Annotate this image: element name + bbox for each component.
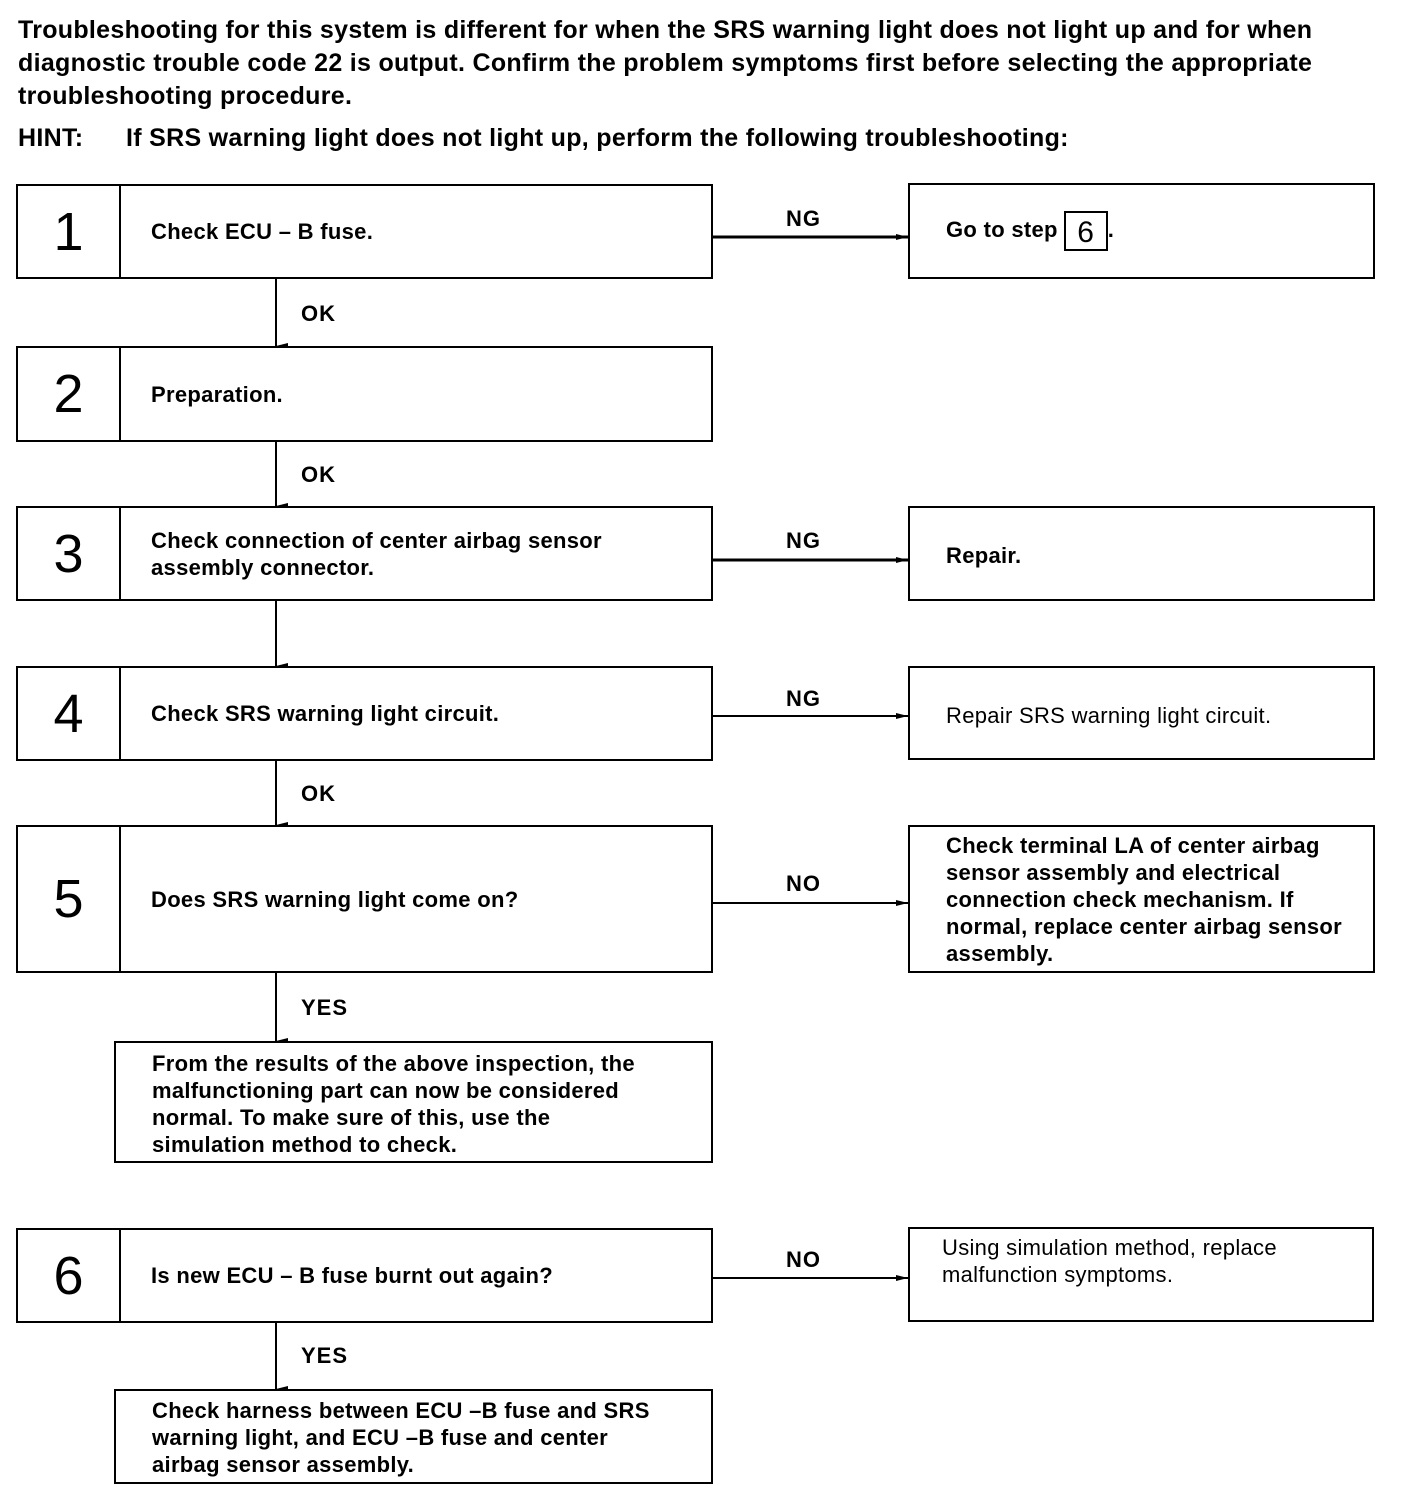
label-step6-yes: YES — [301, 1343, 349, 1368]
label-step1-ok: OK — [301, 301, 336, 326]
go-to-step-text: Go to step — [946, 216, 1058, 242]
step-1-number: 1 — [18, 186, 121, 277]
step-1-box — [16, 184, 713, 279]
step-3-box — [16, 506, 713, 601]
step-4-ng-box — [908, 666, 1375, 760]
label-step3-ng: NG — [786, 528, 821, 553]
label-step1-ng: NG — [786, 206, 821, 231]
step-1-text: Check ECU – B fuse. — [151, 219, 374, 244]
step-5-yes-result — [114, 1041, 713, 1163]
step-2-box — [16, 346, 713, 442]
label-step2-ok: OK — [301, 462, 336, 487]
step-4-ng-text: Repair SRS warning light circuit. — [946, 703, 1272, 728]
step-4-text: Check SRS warning light circuit. — [151, 701, 500, 726]
step-3-ng-box — [908, 506, 1375, 601]
hint-label: HINT: — [18, 124, 84, 152]
step-4-number: 4 — [18, 668, 121, 759]
step-5-no-box — [908, 825, 1375, 973]
label-step5-yes: YES — [301, 995, 349, 1020]
step-6-text: Is new ECU – B fuse burnt out again? — [151, 1263, 553, 1288]
label-step5-no: NO — [786, 871, 821, 896]
go-to-step-period: . — [1107, 216, 1115, 242]
step-6-box — [16, 1228, 713, 1323]
step-6-yes-result — [114, 1389, 713, 1484]
step-5-yes-result-text: From the results of the above inspection, the malfunctioning part can now be considered normal. To make sure of this, use the simulation method to check. — [152, 1051, 635, 1157]
step-6-number: 6 — [18, 1230, 121, 1321]
intro-paragraph: Troubleshooting for this system is different for when the SRS warning light does not light up and for when diagnostic trouble code 22 is output. Confirm the problem symptoms first before selecting the appropriate troubleshooting procedure. — [18, 16, 1313, 110]
step-2-number: 2 — [18, 348, 121, 440]
step-5-box — [16, 825, 713, 973]
step-6-no-text: Using simulation method, replace malfunction symptoms. — [942, 1235, 1277, 1287]
step-ref-badge[interactable]: 6 — [1064, 211, 1108, 251]
step-6-yes-result-text: Check harness between ECU –B fuse and SRS warning light, and ECU –B fuse and center airbag sensor assembly. — [152, 1398, 650, 1477]
label-step6-no: NO — [786, 1247, 821, 1272]
step-5-no-text: Check terminal LA of center airbag sensor assembly and electrical connection check mechanism. If normal, replace center airbag sensor assembly. — [946, 833, 1342, 966]
label-step4-ng: NG — [786, 686, 821, 711]
step-5-number: 5 — [18, 827, 121, 971]
step-3-number: 3 — [18, 508, 121, 599]
step-1-ng-text — [946, 211, 1363, 251]
hint-text: If SRS warning light does not light up, perform the following troubleshooting: — [126, 124, 1069, 152]
step-3-ng-text: Repair. — [946, 543, 1022, 568]
step-6-no-box — [908, 1227, 1374, 1322]
label-step4-ok: OK — [301, 781, 336, 806]
step-2-text: Preparation. — [151, 381, 283, 407]
step-3-text: Check connection of center airbag sensor assembly connector. — [151, 527, 602, 580]
step-4-box — [16, 666, 713, 761]
step-5-text: Does SRS warning light come on? — [151, 886, 519, 912]
step-1-ng-box — [908, 183, 1375, 279]
